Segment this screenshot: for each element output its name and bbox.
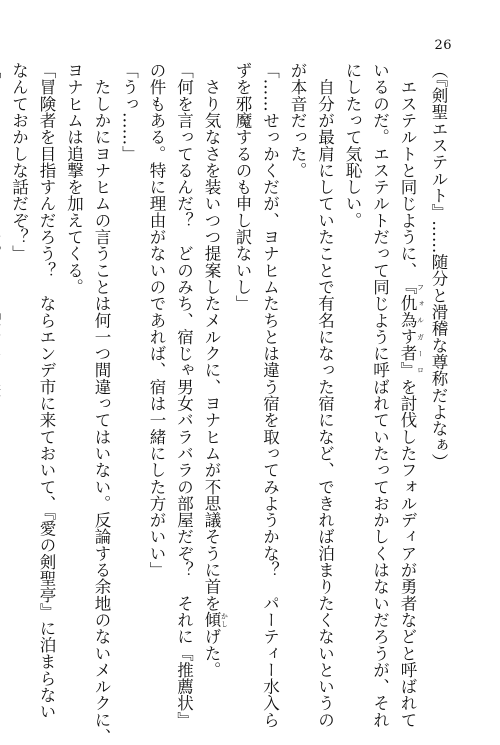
text-line: 「冒険者を目指すんだろう？ ならエンデ市に来ておいて、『愛の剣聖亭』に泊まらない xyxy=(37,62,56,720)
text-line: ずを邪魔するのも申し訳ないし」 xyxy=(233,62,252,312)
text-line: 「……せっかくだが、ヨナヒムたちとは違う宿を取ってみようかな？ パーティー水入ら xyxy=(260,62,280,728)
ruby-reading: フォルガーロ xyxy=(416,278,425,379)
page-number: 26 xyxy=(434,38,452,53)
text-line: の件もある。特に理由がないのであれば、宿は一緒にした方がいい」 xyxy=(147,62,166,579)
text-line: 「何を言ってるんだ？ どのみち、宿じゃ男女バラバラの部屋だぞ？ それに『推薦状』 xyxy=(174,62,194,728)
ruby-reading: かし xyxy=(220,611,229,629)
text-line: たしかにヨナヒムの言うことは何一つ間違ってはいない。反論する余地のないメルクに、 xyxy=(92,62,111,745)
ruby-annotation xyxy=(398,278,425,379)
text-line: （『剣聖エステルト』……随分と滑稽な尊称だよなぁ） xyxy=(429,62,448,470)
text-line: ヨナヒムは追撃を加えてくる。 xyxy=(64,62,84,296)
ruby-base: 傾 xyxy=(202,611,221,629)
ruby-annotation xyxy=(202,611,229,629)
line-segment: げた。 xyxy=(202,628,221,679)
text-line: にしたって気恥しい。 xyxy=(343,62,362,229)
novel-text xyxy=(9,62,452,745)
text-line: が本音だった。 xyxy=(288,62,307,179)
line-segment: エステルトと同じように、 xyxy=(398,62,417,279)
line-segment: さり気なさを装いつつ提案したメルクに、ヨナヒムが不思議そうに首を xyxy=(202,62,221,612)
text-line-with-ruby xyxy=(198,62,229,679)
text-line-with-ruby xyxy=(394,62,425,729)
text-line: いるのだ。エステルトだって同じように呼ばれていたっておかしくはないだろうが、それ xyxy=(370,62,390,728)
text-line: なんておかしな話だぞ？」 xyxy=(9,62,29,262)
text-line: 自分が最肩にしていたことで有名になった宿になど、できれば泊まりたくないというの xyxy=(315,62,335,728)
line-segment: を討伐したフォルディアが勇者などと呼ばれて xyxy=(398,378,417,729)
text-line: 「うっ……」 xyxy=(119,62,139,162)
text-line xyxy=(0,62,5,662)
ruby-base: 『仇為す者』 xyxy=(398,278,417,379)
